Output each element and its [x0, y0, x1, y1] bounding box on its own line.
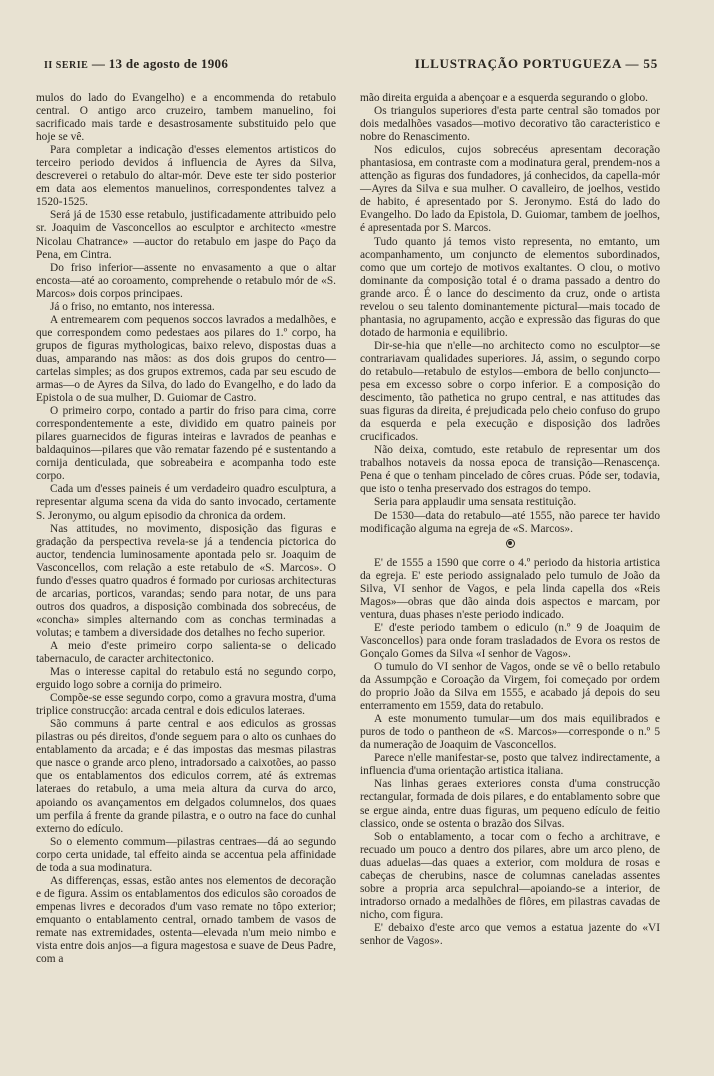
paragraph: Do friso inferior—assente no envasamento a que o altar encosta—até ao coroamento, comprehende o retabulo mór de «S. Marcos» dois corpos principaes.: [36, 261, 336, 300]
left-text-column: [36, 92, 336, 966]
paragraph: A este monumento tumular—um dos mais equilibrados e puros de todo o pantheon de «S. Marcos»—corresponde o n.º 5 da numeração de Joaquim de Vasconcellos.: [360, 713, 660, 752]
paragraph: E' debaixo d'este arco que vemos a estatua jazente do «VI senhor de Vagos».: [360, 921, 660, 947]
paragraph: A meio d'este primeiro corpo salienta-se o delicado tabernaculo, de caracter architectonico.: [36, 639, 336, 666]
paragraph: Sob o entablamento, a tocar com o fecho a architrave, e recuado um pouco a dentro dos pilares, abre um arco pleno, de duas aduelas—das quaes a exterior, com moldura de rosas e cabeças de cherubins, nasce de columnas caneladas assentes sobre a propria arca sepulchral—apoiando-se a interior, de intradorso ornado a medalhões de flôres, em pilastras cavadas de nicho, com figura.: [360, 830, 660, 921]
page-header: [44, 56, 658, 72]
section-ornament-icon: [360, 538, 660, 551]
paragraph: Cada um d'esses paineis é um verdadeiro quadro esculptura, a representar alguma scena da vida do santo invocado, certamente S. Jeronymo, ou algum episodio da chronica da ordem.: [36, 483, 336, 522]
paragraph: Já o friso, no emtanto, nos interessa.: [50, 300, 215, 313]
right-text-column: [360, 92, 660, 948]
paragraph: Será já de 1530 esse retabulo, justificadamente attribuido pelo sr. Joaquim de Vasconcellos ao esculptor e architecto «mestre Nicolau Chatrance» —auctor do retabulo em jaspe do Paço da Pena, em Cintra.: [36, 209, 336, 261]
header-series-date: II SERIE — 13 de agosto de 1906: [44, 56, 229, 71]
paragraph: So o elemento commum—pilastras centraes—dá ao segundo corpo certa unidade, tal effeito ainda se accentua pela affinidade de toda a sua modinatura.: [36, 835, 336, 874]
paragraph: O primeiro corpo, contado a partir do friso para cima, corre correspondentemente a este, dividido em quatro paineis por pilares guarnecidos de figuras inteiras e lavrados de peanhas e baldaquinos—pilares que vão rematar fazendo pé e sustentando a cornija denticulada, que sobreabeira e acompanha todo este corpo.: [36, 405, 336, 483]
paragraph: E' d'este periodo tambem o ediculo (n.º 9 de Joaquim de Vasconcellos) para onde foram trasladados de Evora os restos de Gonçalo Gomes da Silva «I senhor de Vagos».: [360, 621, 660, 660]
paragraph: De 1530—data do retabulo—até 1555, não parece ter havido modificação alguma na egreja de «S. Marcos».: [360, 509, 660, 535]
paragraph: Os triangulos superiores d'esta parte central são tomados por dois medalhões vasados—motivo decorativo tão caracteristico e nobre do Renascimento.: [360, 105, 660, 144]
paragraph: Mas o interesse capital do retabulo está no segundo corpo, erguido logo sobre a cornija do primeiro.: [36, 666, 336, 692]
paragraph: São communs á parte central e aos ediculos as grossas pilastras ou pés direitos, d'onde seguem para o alto os cunhaes do entablamento da arcada; e é das impostas das mesmas pilastras que nasce o grande arco pleno, intradorsado a caixotões, ao passo que os entablamentos dos ediculos correm, até ás extremas lateraes do retabulo, a uma meia altura da curva do arco, apoiando os avançamentos em delgados columnelos, dos quaes um perfila á frente da grande pilastra, e o outro na face do cunhal externo do edículo.: [36, 718, 336, 835]
paragraph: Compõe-se esse segundo corpo, como a gravura mostra, d'uma triplice construcção: arcada central e dois ediculos lateraes.: [36, 692, 336, 718]
paragraph: Nas linhas geraes exteriores consta d'uma construcção rectangular, formada de dois pilares, e do entablamento sobre que se ergue ainda, entre duas figuras, um pequeno edículo de feitio classico, onde se ostenta o brazão dos Silvas.: [360, 778, 660, 830]
paragraph: mulos do lado do Evangelho) e a encommenda do retabulo central. O antigo arco cruzeiro, tambem manuelino, foi sacrificado mais tarde e desastrosamente substituido pelo que hoje se vê.: [36, 92, 336, 144]
paragraph: Nas attitudes, no movimento, disposição das figuras e gradação da perspectiva revela-se já a tendencia pictorica do auctor, tendencia luminosamente apontada pelo sr. Joaquim de Vasconcellos, com relação a este retabulo de «S. Marcos». O fundo d'esses quatro quadros é formado por curiosas architecturas de arcarias, porticos, varandas; sendo para notar, de uns para outros dos quadros, a disposição combinada dos sobrecéus, de «concha» simples alternando com as conchas terminadas a volutas; e tambem a diversidade dos detalhes no fecho superior.: [36, 522, 336, 639]
header-magazine-title: ILLUSTRAÇÃO PORTUGUEZA — 55: [414, 56, 658, 71]
paragraph: E' de 1555 a 1590 que corre o 4.º periodo da historia artistica da egreja. E' este periodo assignalado pelo tumulo de João da Silva, VI senhor de Vagos, e pela linda capella dos «Reis Magos»—obras que dão ainda dois aspectos e marcam, por ventura, duas phases n'este periodo indicado.: [360, 556, 660, 621]
paragraph: Seria para applaudir uma sensata restituição.: [374, 496, 577, 509]
paragraph: Tudo quanto já temos visto representa, no emtanto, um acompanhamento, um conjuncto de elementos subordinados, como que um cortejo de motivos exaltantes. O clou, o motivo dominante da composição total é o drama passado a dentro do grande arco. É o lance do descimento da cruz, onde o artista revelou o seu talento dominantemente pictural—mais tocado de phantasia, no agrupamento, acção e expressão das figuras do que dotado de harmonia e equilibrio.: [360, 235, 660, 339]
paragraph: A entremearem com pequenos soccos lavrados a medalhões, e que correspondem como pedestaes aos pilares do 1.º corpo, ha grupos de figuras mythologicas, baixo relevo, dispostas duas a duas, amparando nas mãos: as dos dois grupos do centro—cartelas simples; as dos grupos extremos, cada par seu escudo de armas—o de Ayres da Silva, do lado do Evangelho, e do lado da Epistola o de sua mulher, D. Guiomar de Castro.: [36, 313, 336, 405]
paragraph: Parece n'elle manifestar-se, posto que talvez indirectamente, a influencia d'uma orientação artistica italiana.: [360, 752, 660, 778]
paragraph: Não deixa, comtudo, este retabulo de representar um dos trabalhos notaveis da nossa epoca de transição—Renascença. Pena é que o tenham pincelado de côres cruas. Póde ser, todavia, que isto o tenha preservado dos estragos do tempo.: [360, 444, 660, 496]
paragraph: As differenças, essas, estão antes nos elementos de decoração e de figura. Assim os entablamentos dos ediculos são coroados de empenas livres e decorados d'um vaso remate no tôpo exterior; emquanto o entablamento central, ornado tambem de vasos de remate nas extremidades, ostenta—elevada n'um meio nimbo e vista entre dois anjos—a figura magestosa e suave de Deus Padre, com a: [36, 874, 336, 966]
paragraph: Para completar a indicação d'esses elementos artisticos do terceiro periodo devidos á influencia de Ayres da Silva, descreverei o retabulo do altar-mór. Deve este ter sido posterior em data aos elementos manuelinos, correspondentes talvez a 1520-1525.: [36, 144, 336, 209]
paragraph: Nos ediculos, cujos sobrecéus apresentam decoração phantasiosa, em contraste com a modinatura geral, prendem-nos a attenção as figuras dos fundadores, já conhecidos, da capella-mór—Ayres da Silva e sua mulher. O cavalleiro, de joelhos, vestido de habito, é apresentado por S. Jeronymo. Está do lado do Evangelho. Do lado da Epistola, D. Guiomar, tambem de joelhos, é apresentada por S. Marcos.: [360, 144, 660, 235]
paragraph: mão direita erguida a abençoar e a esquerda segurando o globo.: [360, 92, 648, 104]
paragraph: O tumulo do VI senhor de Vagos, onde se vê o bello retabulo da Assumpção e Coroação da Virgem, foi começado por ordem do proprio João da Silva em 1555, e acabado já depois do seu enterramento em 1559, data do retabulo.: [360, 661, 660, 713]
paragraph: Dir-se-hia que n'elle—no architecto como no esculptor—se contrariavam qualidades superiores. Já, assim, o segundo corpo do retabulo—retabulo de estylos—embora de bello conjuncto—pesa em excesso sobre o corpo inferior. E a composição do descimento, tão pathetica no grupo central, e nas attitudes das suas figuras da direita, é prejudicada pelo cheio confuso do grupo da esquerda e pela execução e disposição dos ladrões crucificados.: [360, 339, 660, 444]
